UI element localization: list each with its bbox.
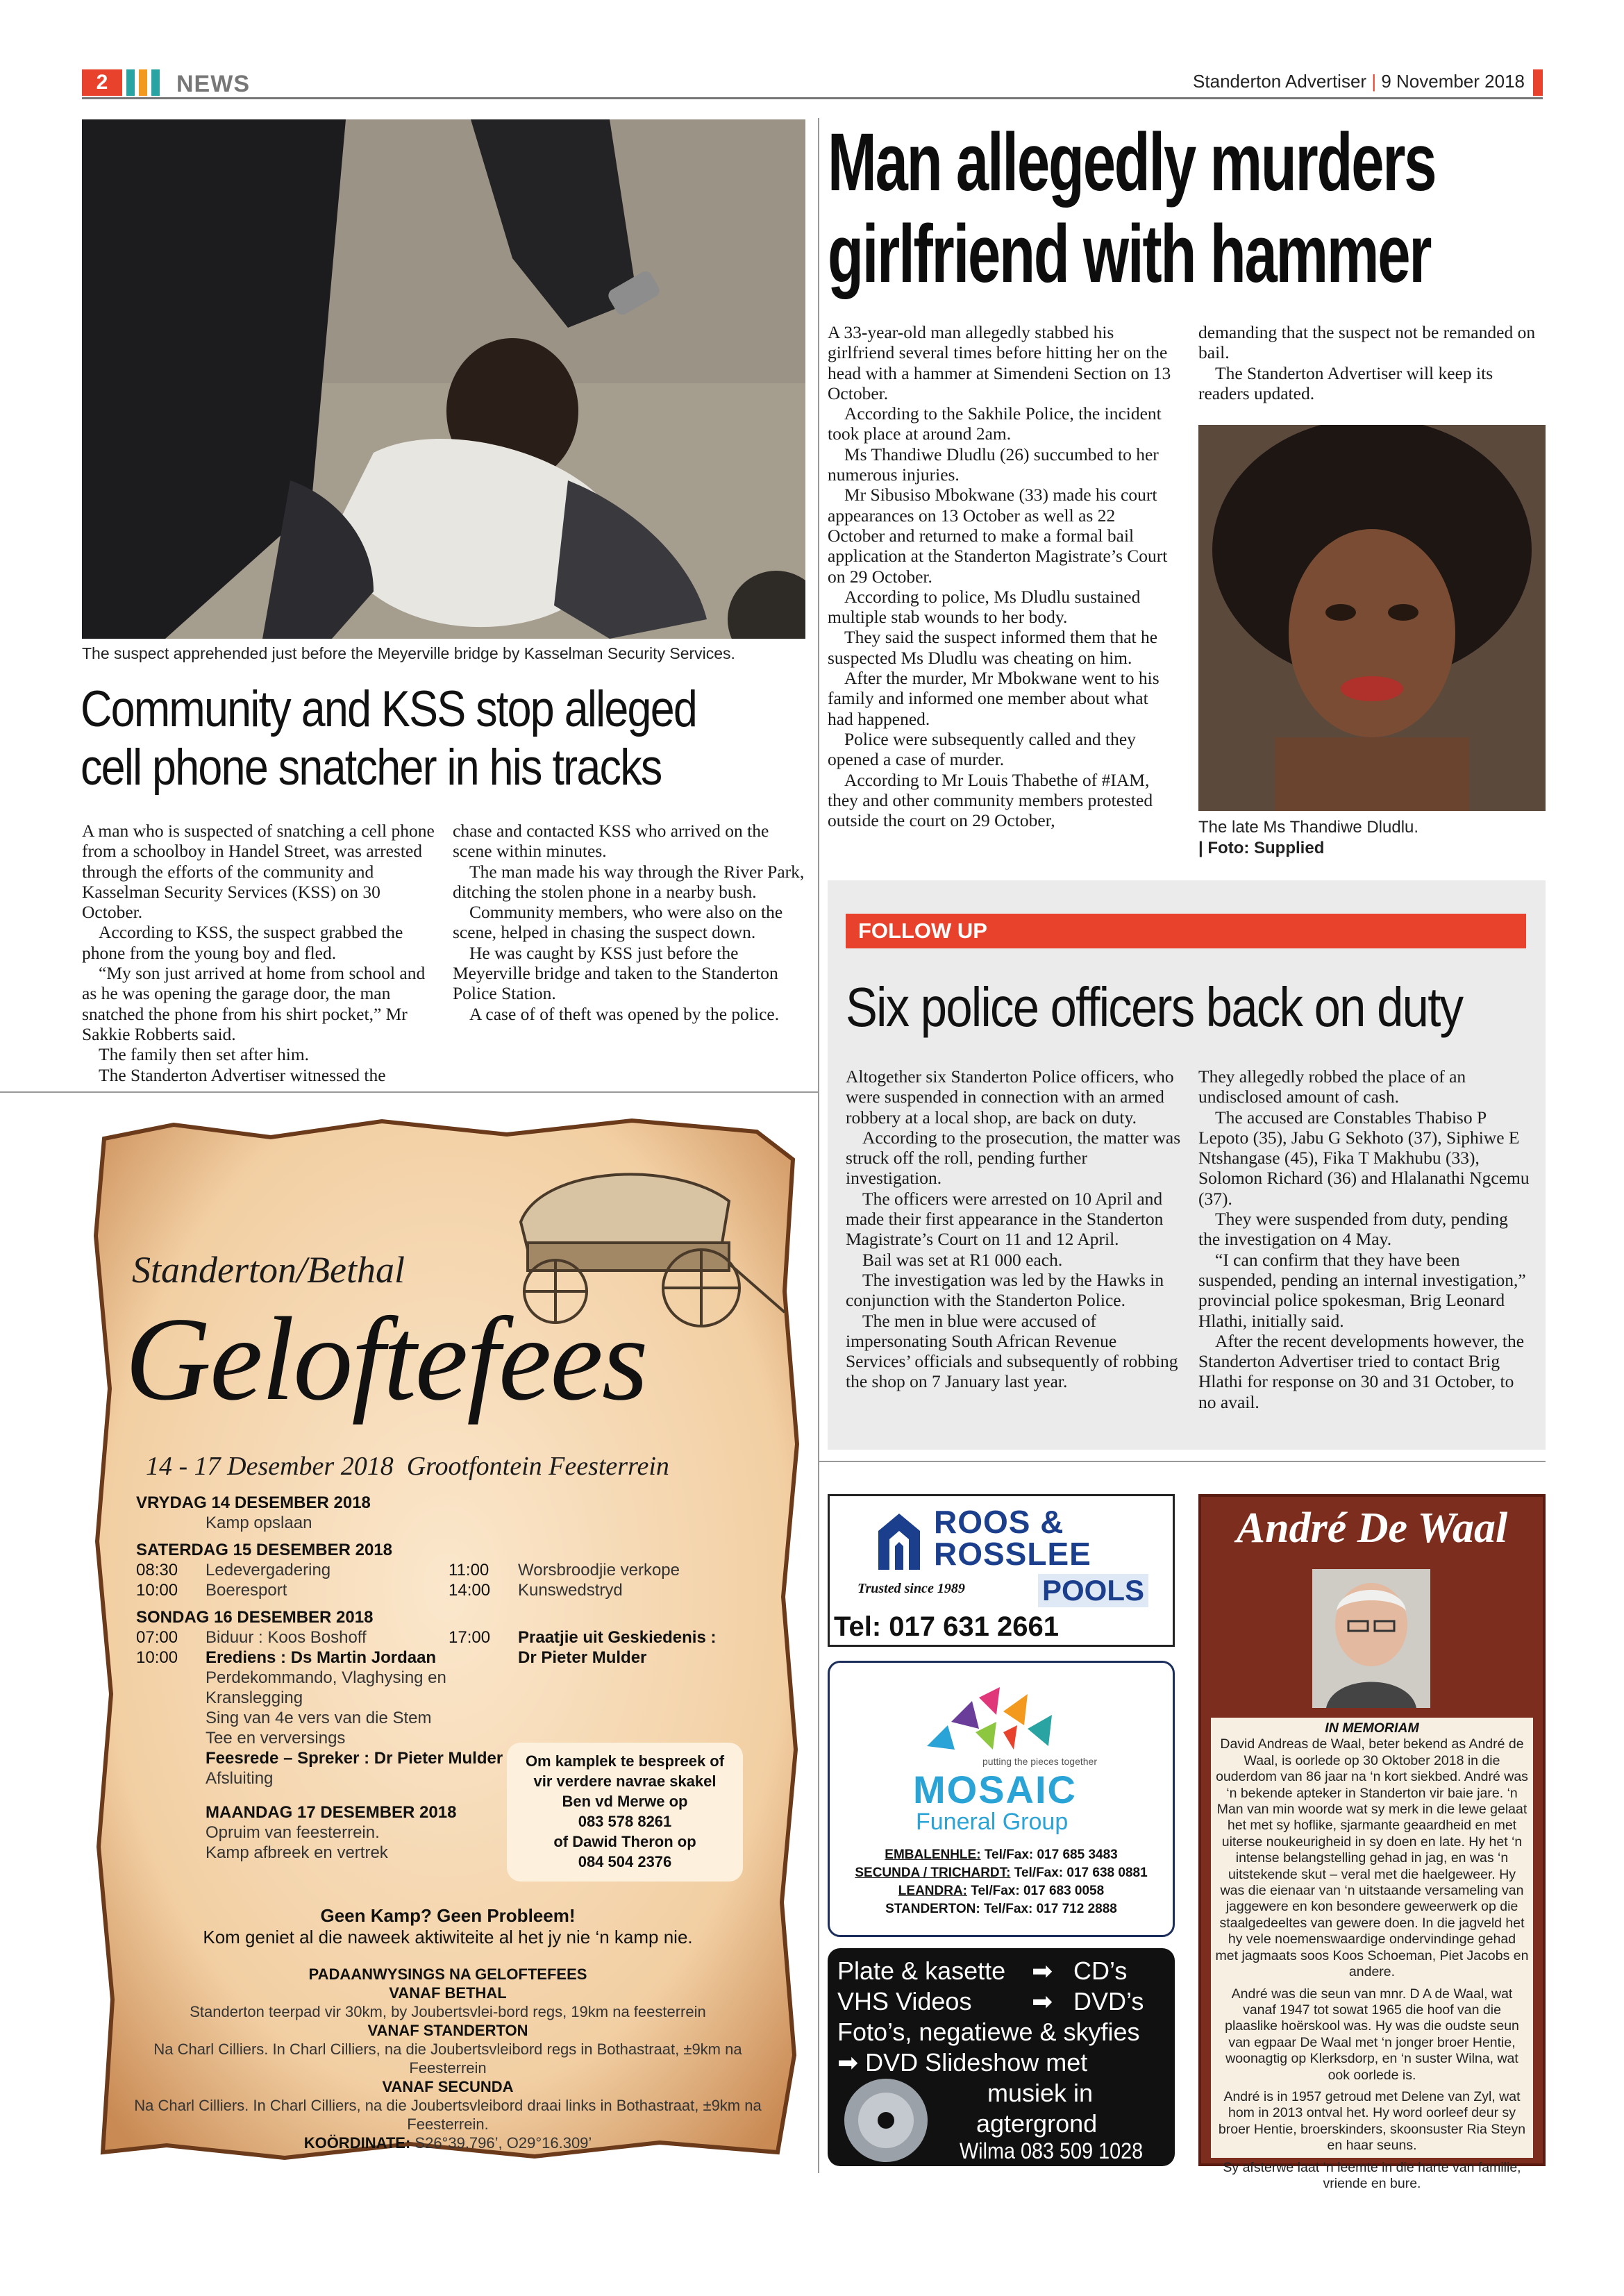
coordinates [118, 2134, 778, 2152]
murder-column-2 [1198, 322, 1546, 403]
followup-paragraph: Bail was set at R1 000 each. [862, 1249, 1063, 1270]
mosaic-name: MOSAIC [913, 1768, 1077, 1811]
roos-pools: POOLS [1038, 1574, 1148, 1607]
followup-tag-label: FOLLOW UP [858, 919, 987, 943]
no-camp-heading: Geen Kamp? Geen Probleem! [320, 1905, 576, 1926]
color-bar-orange [139, 69, 147, 96]
kss-paragraph: A man who is suspected of snatching a cell phone from a schoolboy in Handel Street, was arrested through the efforts of the community and Kasselman Security Services (KSS) on 30 October. [82, 821, 435, 923]
followup-paragraph: According to the prosecution, the matter was struck off the roll, pending further investigation. [846, 1127, 1181, 1189]
geloftefees-ad [90, 1111, 805, 2166]
roos-trusted: Trusted since 1989 [857, 1581, 965, 1596]
wilma-service: VHS Videos [837, 1987, 972, 2016]
branch-tel: Tel/Fax: 017 683 0058 [967, 1884, 1105, 1898]
arrest-photo-illustration [82, 119, 805, 639]
followup-paragraph: The officers were arrested on 10 April and made their first appearance in the Standerton Magistrate’s Court on 11 and 12 April. [846, 1188, 1164, 1250]
directions-secunda-heading: VANAF SECUNDA [382, 2078, 514, 2095]
saturday-row [136, 1580, 775, 1600]
kss-paragraph: The family then set after him. [99, 1044, 310, 1065]
followup-tag [846, 914, 1526, 948]
murder-paragraph: Police were subsequently called and they opened a case of murder. [828, 728, 1136, 770]
header-end-tab [1533, 69, 1543, 96]
contact-line: vir verdere navrae skakel [533, 1773, 717, 1790]
victim-photo-credit: | Foto: Supplied [1198, 839, 1325, 857]
kss-paragraph: “My son just arrived at home from school and as he was opening the garage door, the man snatched the phone from his shirt pocket,” Mr Sakkie Robberts said. [82, 963, 426, 1044]
saturday-row [136, 1560, 775, 1580]
mosaic-subname: Funeral Group [916, 1809, 1069, 1835]
sunday-item: Perdekommando, Vlaghysing en Kranslegging [206, 1668, 446, 1707]
directions-bethal: Standerton teerpad vir 30km, by Joubertsvlei-bord regs, 19km na feesterrein [190, 2003, 706, 2020]
mosaic-branch [830, 1900, 1173, 1918]
schedule-time: 08:30 [136, 1561, 178, 1579]
kss-paragraph: The Standerton Advertiser witnessed the [99, 1064, 386, 1085]
publication-info [1193, 71, 1525, 92]
coordinates-value: S26°39.796’, O29°16.309’ [415, 2134, 592, 2152]
victim-photo-caption: The late Ms Thandiwe Dludlu. [1198, 818, 1419, 837]
mosaic-branch [830, 1882, 1173, 1900]
publication-name: Standerton Advertiser [1193, 71, 1367, 92]
mosaic-branch [830, 1846, 1173, 1864]
schedule-event: Praatjie uit Geskiedenis : [518, 1628, 717, 1647]
followup-column-2 [1198, 1066, 1530, 1412]
page-number: 2 [96, 71, 108, 94]
schedule-event: Biduur : Koos Boshoff [206, 1628, 367, 1647]
directions-standerton-heading: VANAF STANDERTON [367, 2022, 528, 2039]
kss-paragraph: He was caught by KSS just before the Meyerville bridge and taken to the Standerton Police Station. [453, 942, 778, 1004]
memoriam-notice [1198, 1494, 1546, 2191]
sunday-speech: Feesrede – Spreker : Dr Pieter Mulder [206, 1749, 503, 1768]
coordinates-label: KOÖRDINATE: [303, 2134, 411, 2152]
branch-tel: Tel/Fax: 017 712 2888 [980, 1902, 1117, 1916]
murder-paragraph: demanding that the suspect not be remanded on bail. [1198, 322, 1536, 363]
followup-column-1 [846, 1066, 1182, 1392]
no-camp-section [90, 1905, 805, 1948]
murder-paragraph: After the murder, Mr Mbokwane went to his family and informed one member about what had happened. [828, 668, 1160, 729]
directions-secunda: Na Charl Cilliers. In Charl Cilliers, na die Joubertsvleibord draai links in Bothastraat, ±9km na Feesterrein. [134, 2097, 762, 2133]
mosaic-logo-icon [913, 1684, 1066, 1760]
column-rule-upper [818, 118, 819, 1090]
suspect-arrest-photo [82, 119, 805, 639]
header-separator: | [1371, 71, 1382, 92]
contact-line: of Dawid Theron op [553, 1833, 696, 1850]
schedule-time: 14:00 [449, 1581, 491, 1600]
sunday-row [136, 1648, 775, 1668]
sunday-item: Sing van 4e vers van die Stem [206, 1709, 432, 1727]
kss-paragraph: Community members, who were also on the scene, helped in chasing the suspect down. [453, 902, 783, 943]
followup-paragraph: They allegedly robbed the place of an undisclosed amount of cash. [1198, 1066, 1466, 1107]
branch-name: SECUNDA / TRICHARDT: [855, 1866, 1011, 1880]
schedule-event: Ledevergadering [206, 1561, 331, 1579]
wilma-service: Plate & kasette [837, 1956, 1006, 1985]
sunday-item: Tee en verversings [206, 1729, 346, 1748]
roos-telephone: Tel: 017 631 2661 [834, 1611, 1059, 1642]
followup-paragraph: “I can confirm that they have been suspended, pending an internal investigation,” provincial police spokesman, Brig Leonard Hlathi, initially said. [1198, 1249, 1526, 1331]
roos-logo-icon [871, 1510, 927, 1570]
murder-paragraph: Ms Thandiwe Dludlu (26) succumbed to her numerous injuries. [828, 444, 1159, 485]
memoriam-paragraph: André was die seun van mnr. D A de Waal, wat vanaf 1947 tot sowat 1965 die hoof van die plaaslike hoërskool was. Hy was die oudste seun van egpaar De Waal met ‘n jonger broer Hentie, woonagtig op Klerksdorp, en ‘n suster Wilna, wat ook oorlede is. [1225, 1986, 1519, 2083]
issue-date: 9 November 2018 [1381, 71, 1525, 92]
sunday-row [136, 1627, 775, 1648]
directions-section [118, 1965, 778, 2152]
cd-disc-icon [837, 2073, 948, 2163]
memoriam-body [1215, 1720, 1529, 2192]
roos-name [934, 1506, 1091, 1570]
murder-paragraph: According to police, Ms Dludlu sustained multiple stab wounds to her body. [828, 586, 1141, 628]
schedule-time: 10:00 [136, 1581, 178, 1600]
branch-name: EMBALENHLE: [885, 1847, 981, 1862]
column-rule-lower [818, 1090, 819, 2173]
followup-paragraph: Altogether six Standerton Police officers, who were suspended in connection with an armed robbery at a local shop, are back on duty. [846, 1066, 1174, 1128]
header-rule [82, 97, 1543, 99]
mosaic-branches [830, 1846, 1173, 1918]
schedule-event: Kunswedstryd [518, 1581, 623, 1600]
murder-paragraph: Mr Sibusiso Mbokwane (33) made his court appearances on 13 October as well as 22 October and returned to make a formal bail application at the Standerton Magistrate’s Court on 29 October. [828, 485, 1168, 587]
schedule-time: 07:00 [136, 1628, 178, 1647]
wilma-row-5: musiek in [987, 2079, 1094, 2107]
branch-name: STANDERTON: [885, 1902, 980, 1916]
directions-heading: PADAANWYSINGS NA GELOFTEFEES [308, 1966, 587, 1983]
memoriam-paragraph: Sy afsterwe laat ‘n leemte in die harte van familie, vriende en bure. [1223, 2159, 1521, 2191]
kss-paragraph: According to KSS, the suspect grabbed the phone from the young boy and fled. [82, 922, 403, 963]
wilma-row-3: Foto’s, negatiewe & skyfies [837, 2018, 1140, 2046]
portrait-illustration [1312, 1569, 1430, 1708]
followup-paragraph: The men in blue were accused of impersonating South African Revenue Services’ officials and subsequently of robbing the shop on 7 January last year. [846, 1310, 1178, 1392]
followup-paragraph: After the recent developments however, the Standerton Advertiser tried to contact Brig Hlathi for response on 30 and 31 October, to no avail. [1198, 1330, 1525, 1412]
wilma-row-2 [837, 1987, 1171, 2016]
branch-tel: Tel/Fax: 017 685 3483 [980, 1847, 1118, 1862]
branch-name: LEANDRA: [898, 1884, 968, 1898]
wilma-media-ad [828, 1948, 1175, 2166]
kss-paragraph: chase and contacted KSS who arrived on the scene within minutes. [453, 821, 769, 862]
kss-bottom-rule [0, 1091, 819, 1093]
arrow-right-icon: ➡ [837, 2048, 866, 2077]
wilma-row-1 [837, 1956, 1171, 1986]
kss-headline-line2: cell phone snatcher in his tracks [81, 739, 662, 796]
kss-photo-caption: The suspect apprehended just before the Meyerville bridge by Kasselman Security Services. [82, 644, 735, 662]
followup-paragraph: The investigation was led by the Hawks in conjunction with the Standerton Police. [846, 1269, 1164, 1311]
friday-item: Kamp opslaan [206, 1514, 312, 1532]
followup-bottom-rule [818, 1461, 1546, 1462]
kss-paragraph: The man made his way through the River Park, ditching the stolen phone in a nearby bush. [453, 861, 805, 902]
murder-paragraph: According to the Sakhile Police, the incident took place at around 2am. [828, 403, 1162, 444]
roos-rosslee-ad [828, 1494, 1175, 1647]
schedule-event: Dr Pieter Mulder [518, 1648, 647, 1667]
sunday-close: Afsluiting [206, 1769, 274, 1788]
memoriam-portrait [1312, 1569, 1430, 1708]
kss-headline [81, 680, 714, 797]
murder-paragraph: The Standerton Advertiser will keep its readers updated. [1198, 362, 1493, 403]
kss-paragraph: A case of of theft was opened by the police. [469, 1003, 780, 1024]
mosaic-branch [830, 1864, 1173, 1882]
contact-line: 083 578 8261 [578, 1813, 672, 1830]
schedule-event: Erediens : Ds Martin Jordaan [206, 1648, 437, 1667]
wilma-service: CD’s [1073, 1956, 1128, 1985]
murder-paragraph: According to Mr Louis Thabethe of #IAM, they and other community members protested outside the court on 29 October, [828, 769, 1153, 831]
contact-line: Ben vd Merwe op [562, 1793, 688, 1810]
wilma-contact: Wilma 083 509 1028 [960, 2138, 1144, 2163]
memoriam-paragraph: David Andreas de Waal, beter bekend as André de Waal, is oorlede op 30 Oktober 2018 in die ouderdom van 86 jaar na ‘n kort siekbed. André was ‘n bekende apteker in Standerton vir baie jare. ‘n Man van min woorde wat sy merk in die lewe gelaat het met sy hoflike, sjarmante geaardheid en met uiterse noukeurigheid in sy doen en late. Hy het ‘n intense belangstelling gehad in jag, en was ‘n uitstekende skut – veral met die haelgeweer. Hy was die eienaar van ‘n uitstaande versameling van jaggewere en kon besondere geweerwerk op die staalgedeeltes van gewere doen. In die jagveld het hy vele noemenswaardige ondervindinge gehad met jagmaats soos Koos Schoeman, Piet Jacobs en andere. [1215, 1736, 1529, 1980]
kss-headline-line1: Community and KSS stop alleged [81, 681, 697, 737]
sunday-heading: SONDAG 16 DESEMBER 2018 [136, 1608, 374, 1627]
contact-line: 084 504 2376 [578, 1853, 672, 1870]
contact-line: Om kamplek te bespreek of [525, 1752, 725, 1770]
murder-paragraph: A 33-year-old man allegedly stabbed his girlfriend several times before hitting her on the head with a hammer at Simendeni Section on 13 October. [828, 322, 1171, 403]
wilma-service: DVD Slideshow met [865, 2048, 1088, 2077]
schedule-event: Boeresport [206, 1581, 287, 1600]
murder-headline-line1: Man allegedly murders [828, 117, 1436, 208]
geloftefees-dates-venue: 14 - 17 Desember 2018 Grootfontein Feesterrein [146, 1452, 669, 1481]
memoriam-heading: IN MEMORIAM [1325, 1720, 1419, 1736]
directions-bethal-heading: VANAF BETHAL [389, 1984, 507, 2002]
murder-column-1 [828, 322, 1173, 830]
wilma-service: DVD’s [1073, 1987, 1144, 2016]
roos-name-line2: ROSSLEE [934, 1536, 1091, 1572]
schedule-time: 11:00 [449, 1561, 489, 1579]
monday-item: Opruim van feesterrein. [206, 1823, 380, 1842]
booking-contact-box [507, 1743, 743, 1882]
arrow-right-icon: ➡ [1032, 1956, 1053, 1985]
section-label: NEWS [176, 71, 250, 97]
murder-headline [828, 117, 1436, 300]
page-header [82, 67, 1543, 97]
friday-heading: VRYDAG 14 DESEMBER 2018 [136, 1493, 371, 1512]
murder-headline-line2: girlfriend with hammer [828, 208, 1431, 300]
color-bar-teal-2 [151, 69, 160, 96]
directions-standerton: Na Charl Cilliers. In Charl Cilliers, na die Joubertsvleibord regs in Bothastraat, ±9km na Feesterrein [153, 2041, 742, 2077]
kss-column-1 [82, 821, 435, 1085]
geloftefees-title: Geloftefees [125, 1293, 647, 1425]
victim-photo [1198, 425, 1546, 811]
followup-headline: Six police officers back on duty [846, 976, 1463, 1038]
saturday-heading: SATERDAG 15 DESEMBER 2018 [136, 1541, 392, 1559]
mosaic-tagline: putting the pieces together [982, 1756, 1098, 1767]
monday-heading: MAANDAG 17 DESEMBER 2018 [206, 1803, 457, 1822]
followup-paragraph: They were suspended from duty, pending the investigation on 4 May. [1198, 1209, 1508, 1250]
mosaic-funeral-ad [828, 1661, 1175, 1937]
followup-paragraph: The accused are Constables Thabiso P Lepoto (35), Jabu G Sekhoto (37), Siphiwe E Ntshangase (45), Fika T Makhubu (33), Solomon Richard (36) and Hlalanathi Ngcemu (37). [1198, 1107, 1530, 1209]
schedule-event: Worsbroodjie verkope [518, 1561, 680, 1579]
geloftefees-subtitle: Standerton/Bethal [132, 1249, 405, 1291]
memoriam-paragraph: André is in 1957 getroud met Delene van Zyl, wat hom in 2013 ontval het. Hy word oorleef deur sy broer Hentie, broerskinders, skoonsuster Ria Steyn en haar seuns. [1218, 2088, 1526, 2154]
murder-paragraph: They said the suspect informed them that he suspected Ms Dludlu was cheating on him. [828, 627, 1158, 668]
arrow-right-icon: ➡ [1032, 1987, 1053, 2016]
color-bar-teal [126, 69, 135, 96]
victim-photo-illustration [1198, 425, 1546, 811]
roos-name-line1: ROOS & [934, 1504, 1064, 1540]
kss-column-2 [453, 821, 807, 1024]
wilma-row-6: agtergrond [976, 2109, 1098, 2138]
page-number-badge [82, 69, 122, 96]
monday-item: Kamp afbreek en vertrek [206, 1843, 388, 1862]
branch-tel: Tel/Fax: 017 638 0881 [1010, 1866, 1148, 1880]
memoriam-name: André De Waal [1236, 1505, 1508, 1552]
no-camp-text: Kom geniet al die naweek aktiwiteite al het jy nie ‘n kamp nie. [203, 1927, 693, 1947]
schedule-time: 10:00 [136, 1648, 178, 1667]
schedule-time: 17:00 [449, 1628, 491, 1647]
